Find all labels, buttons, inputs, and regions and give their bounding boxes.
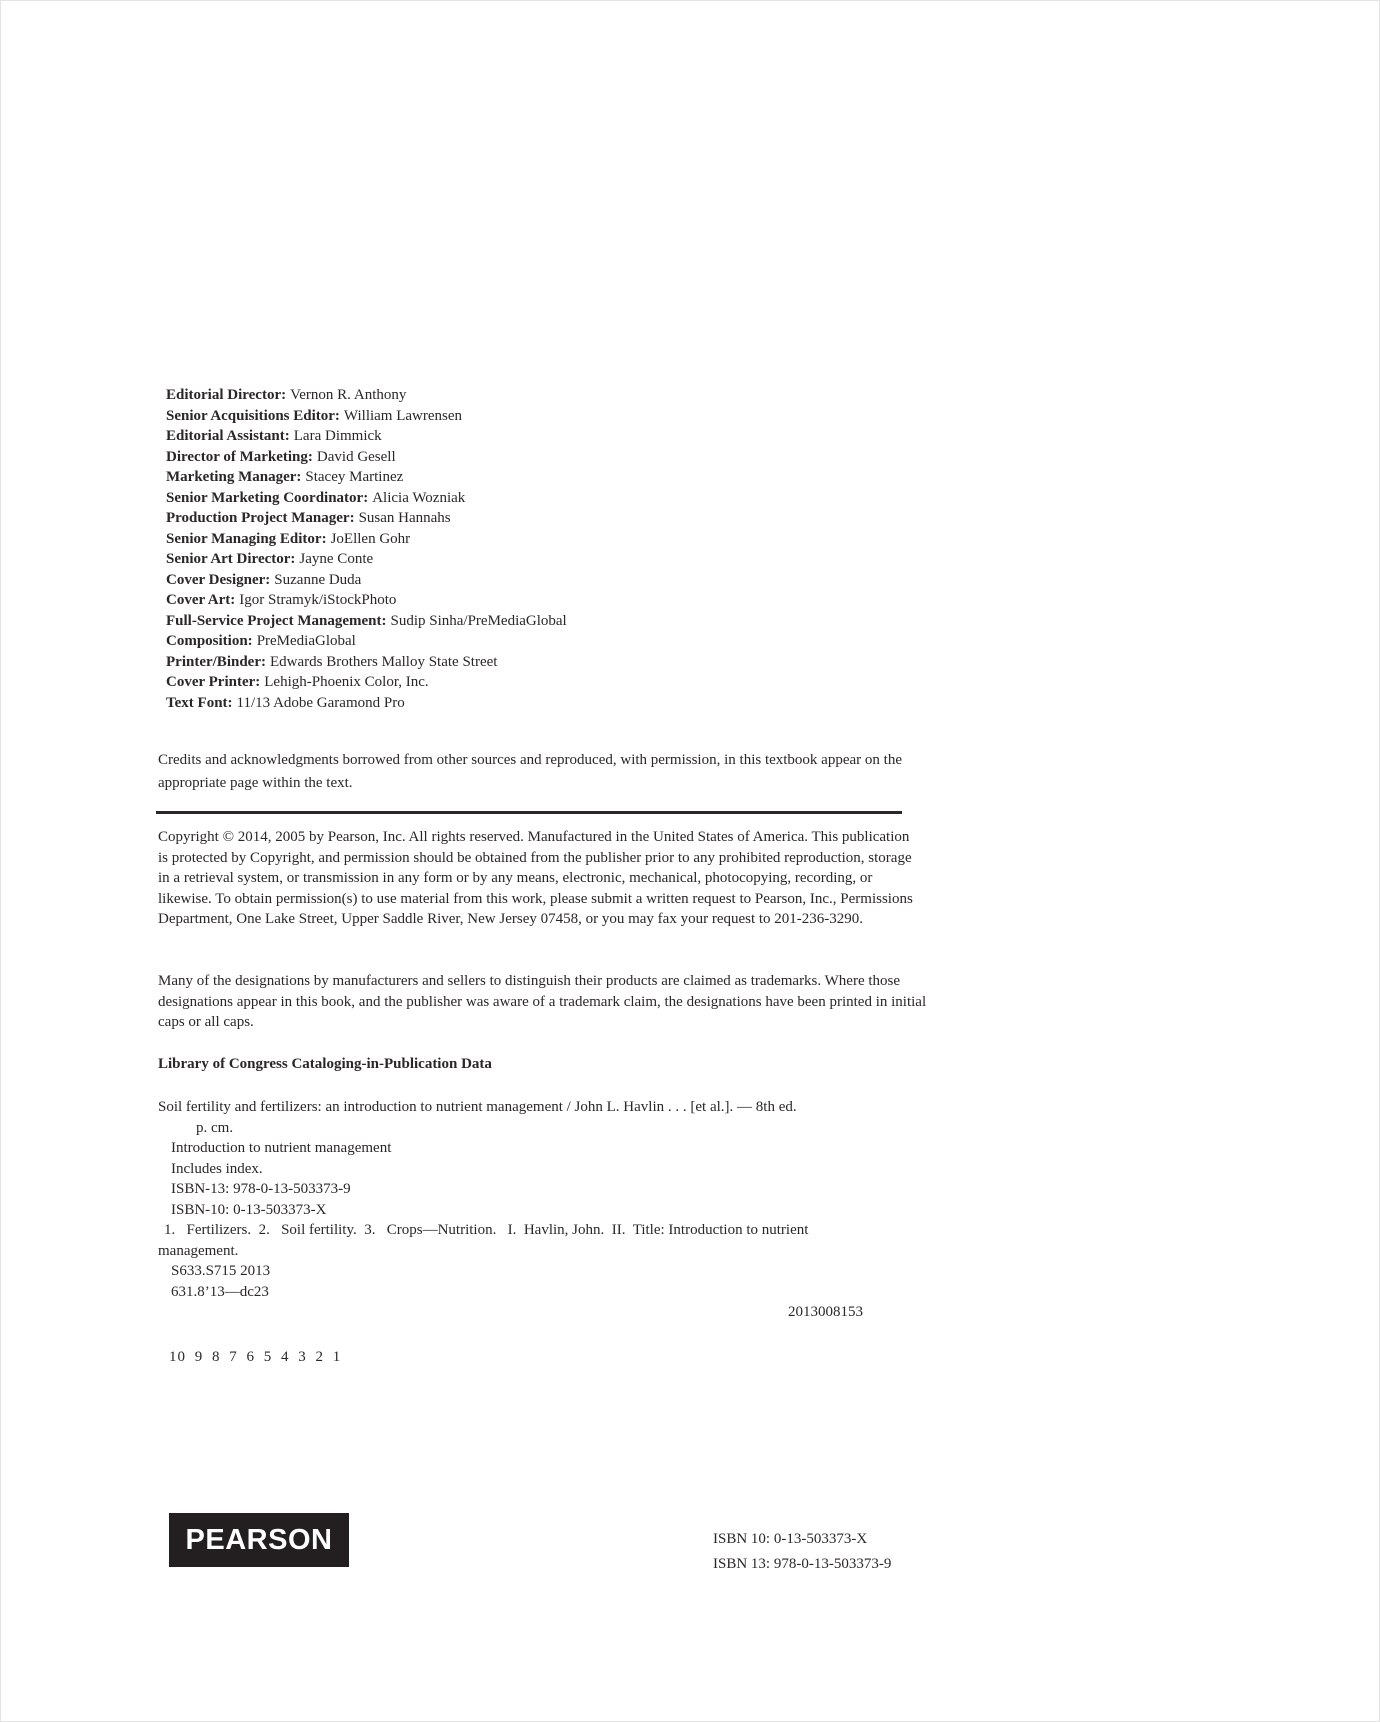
credit-line <box>166 467 567 488</box>
isbn-block <box>713 1527 891 1577</box>
credit-line <box>166 426 567 447</box>
staff-credits-list <box>166 385 567 713</box>
isbn-13: ISBN 13: 978-0-13-503373-9 <box>713 1556 892 1572</box>
credit-role-label: Production Project Manager: <box>166 510 355 526</box>
cip-line: 631.8’13—dc23 <box>171 1283 269 1300</box>
credit-line <box>166 631 567 652</box>
credit-role-label: Cover Art: <box>166 592 236 608</box>
credit-role-label: Text Font: <box>166 694 233 711</box>
horizontal-divider <box>156 811 902 814</box>
credit-role-label: Senior Art Director: <box>166 551 296 567</box>
cip-line: management. <box>158 1242 239 1259</box>
credit-line <box>166 570 567 591</box>
credit-line <box>166 529 567 550</box>
credit-role-label: Senior Marketing Coordinator: <box>166 489 369 506</box>
lccn-number: 2013008153 <box>788 1304 863 1320</box>
credit-person-name: Lara Dimmick <box>293 428 382 444</box>
credit-person-name: 11/13 Adobe Garamond Pro <box>236 694 405 711</box>
credit-line <box>166 611 567 632</box>
cip-line: Includes index. <box>171 1160 263 1177</box>
credit-person-name: Suzanne Duda <box>274 571 362 588</box>
credit-person-name: Jayne Conte <box>299 551 374 567</box>
credit-line <box>166 672 567 693</box>
cip-line: 1. Fertilizers. 2. Soil fertility. 3. Crops—Nutrition. I. Havlin, John. II. Title: Introduction to nutrient <box>164 1222 809 1238</box>
credit-role-label: Marketing Manager: <box>166 469 302 485</box>
acknowledgments-paragraph: Credits and acknowledgments borrowed from other sources and reproduced, with permission, in this textbook appear on the appropriate page within the text. <box>158 752 902 791</box>
credit-person-name: David Gesell <box>316 448 396 465</box>
credit-person-name: Igor Stramyk/iStockPhoto <box>239 592 397 608</box>
credit-role-label: Cover Designer: <box>166 571 271 588</box>
credit-person-name: Alicia Wozniak <box>372 489 466 506</box>
pearson-logo: PEARSON <box>169 1513 349 1567</box>
credit-person-name: PreMediaGlobal <box>256 633 356 649</box>
credit-role-label: Senior Acquisitions Editor: <box>166 407 340 424</box>
printing-sequence: 10 9 8 7 6 5 4 3 2 1 <box>169 1349 342 1365</box>
credit-person-name: Vernon R. Anthony <box>290 387 407 403</box>
credit-role-label: Director of Marketing: <box>166 448 313 465</box>
credit-role-label: Editorial Assistant: <box>166 428 290 444</box>
credit-line <box>166 406 567 427</box>
credit-line <box>166 488 567 509</box>
cip-lines <box>158 1097 948 1302</box>
credit-line <box>166 385 567 406</box>
credit-line <box>166 652 567 673</box>
cip-line: Introduction to nutrient management <box>171 1140 392 1156</box>
credit-line <box>166 447 567 468</box>
credit-person-name: Lehigh-Phoenix Color, Inc. <box>264 674 429 690</box>
cip-line: ISBN-10: 0-13-503373-X <box>171 1201 327 1218</box>
credit-person-name: Edwards Brothers Malloy State Street <box>269 653 498 670</box>
copyright-paragraph: Copyright © 2014, 2005 by Pearson, Inc. All rights reserved. Manufactured in the United States of America. This publication is protected by Copyright, and permission should be obtained from the publisher prior to any prohibited reproduction, storage in a retrieval system, or transmission in any form or by any means, electronic, mechanical, photocopying, recording, or likewise. To obtain permission(s) to use material from this work, please submit a written request to Pearson, Inc., Permissions Department, One Lake Street, Upper Saddle River, New Jersey 07458, or you may fax your request to 201-236-3290. <box>158 829 913 927</box>
library-of-congress-heading: Library of Congress Cataloging-in-Publication Data <box>158 1056 492 1072</box>
credit-line <box>166 508 567 529</box>
cip-line: S633.S715 2013 <box>171 1263 271 1279</box>
credit-role-label: Senior Managing Editor: <box>166 530 327 547</box>
credit-line <box>166 590 567 611</box>
credit-person-name: JoEllen Gohr <box>330 530 411 547</box>
credit-person-name: William Lawrensen <box>343 407 463 424</box>
credit-role-label: Composition: <box>166 633 253 649</box>
cip-line: ISBN-13: 978-0-13-503373-9 <box>171 1181 351 1197</box>
credit-line <box>166 693 567 714</box>
credit-person-name: Sudip Sinha/PreMediaGlobal <box>390 612 567 629</box>
credit-role-label: Full-Service Project Management: <box>166 612 387 629</box>
credit-person-name: Susan Hannahs <box>358 510 451 526</box>
credit-line <box>166 549 567 570</box>
credit-person-name: Stacey Martinez <box>305 469 404 485</box>
trademark-paragraph: Many of the designations by manufacturers and sellers to distinguish their products are claimed as trademarks. Where those designations appear in this book, and the publisher was aware of a trademark claim, the designations have been printed in initial caps or all caps. <box>158 973 927 1030</box>
isbn-10: ISBN 10: 0-13-503373-X <box>713 1531 868 1547</box>
cip-line: p. cm. <box>196 1119 234 1136</box>
credit-role-label: Cover Printer: <box>166 674 261 690</box>
credit-role-label: Printer/Binder: <box>166 653 266 670</box>
cip-line: Soil fertility and fertilizers: an introduction to nutrient management / John L. Havlin . . . [et al.]. — 8th ed. <box>158 1099 797 1115</box>
cataloging-in-publication-block <box>158 1097 948 1323</box>
credit-role-label: Editorial Director: <box>166 387 287 403</box>
